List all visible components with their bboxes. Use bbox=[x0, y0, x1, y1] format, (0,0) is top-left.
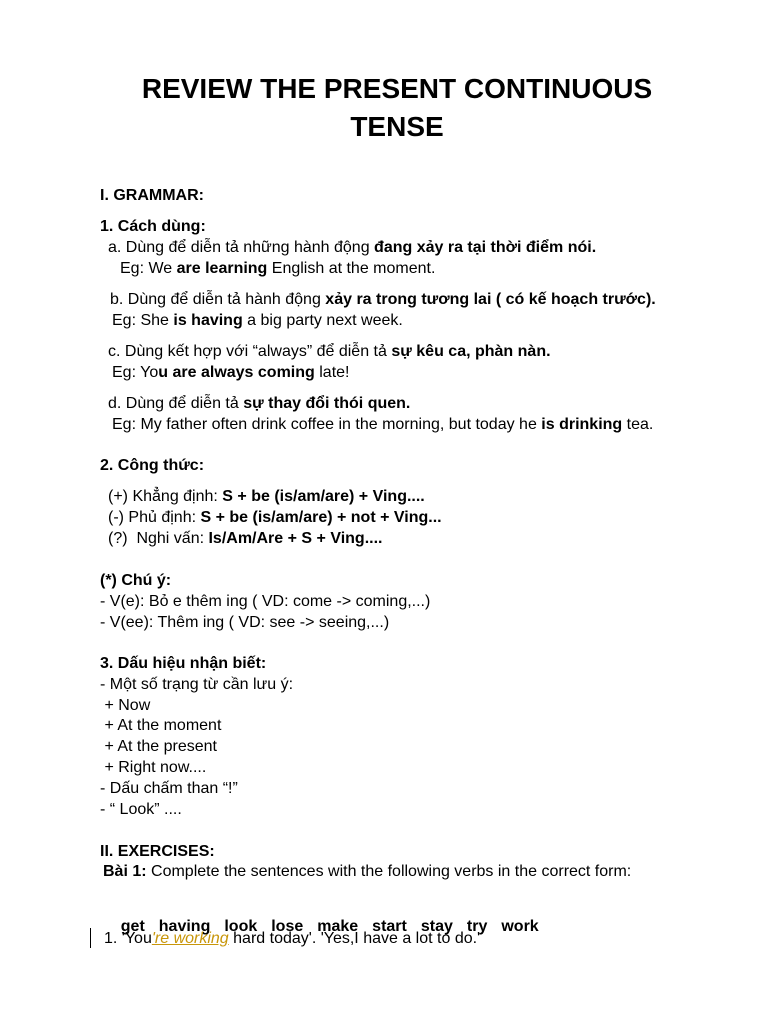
usage-a-eg-bold: are learning bbox=[176, 260, 268, 277]
usage-b-example bbox=[112, 310, 403, 331]
signs-item: + At the present bbox=[100, 738, 217, 755]
signs-item: - Một số trạng từ cần lưu ý: bbox=[100, 676, 294, 693]
formula-negative-value: S + be (is/am/are) + not + Ving... bbox=[200, 509, 442, 526]
formula-negative-label: (-) Phủ định: bbox=[108, 509, 201, 526]
verb-item: look bbox=[224, 918, 258, 935]
verb-item: stay bbox=[420, 918, 453, 935]
verb-item: try bbox=[466, 918, 488, 935]
signs-heading: 3. Dấu hiệu nhận biết: bbox=[100, 655, 267, 672]
usage-a bbox=[108, 237, 596, 258]
signs-item: - Dấu chấm than “!” bbox=[100, 780, 238, 797]
usage-a-eg-suffix: English at the moment. bbox=[267, 260, 436, 277]
grammar-heading: I. GRAMMAR: bbox=[100, 187, 204, 204]
usage-c-eg-suffix: late! bbox=[314, 364, 350, 381]
usage-d-eg-suffix: tea. bbox=[622, 416, 654, 433]
signs-item: - “ Look” .... bbox=[100, 801, 182, 818]
task-text: Complete the sentences with the following verbs in the correct form: bbox=[146, 863, 632, 880]
usage-b-bold: xảy ra trong tương lai ( có kế hoạch trước). bbox=[325, 291, 656, 308]
usage-d-text: d. Dùng để diễn tả bbox=[108, 395, 244, 412]
verb-item: get bbox=[120, 918, 145, 935]
signs-item: + At the moment bbox=[100, 717, 222, 734]
usage-heading: 1. Cách dùng: bbox=[100, 218, 206, 235]
usage-a-text: a. Dùng để diễn tả những hành động bbox=[108, 239, 375, 256]
usage-d-bold: sự thay đổi thói quen. bbox=[243, 395, 411, 412]
usage-d-eg-bold: is drinking bbox=[541, 416, 623, 433]
formula-negative bbox=[108, 507, 442, 528]
usage-c-example bbox=[112, 362, 349, 383]
tracked-answer[interactable]: 're working bbox=[151, 930, 229, 947]
formula-question-label: (?) Nghi vấn: bbox=[108, 530, 209, 547]
formula-question bbox=[108, 528, 382, 549]
exercise-item-1-prefix: 1. 'You bbox=[104, 930, 152, 947]
formula-positive-value: S + be (is/am/are) + Ving.... bbox=[222, 488, 425, 505]
formula-positive bbox=[108, 486, 425, 507]
verb-item: work bbox=[501, 918, 539, 935]
usage-c-bold: sự kêu ca, phàn nàn. bbox=[391, 343, 551, 360]
usage-c-text: c. Dùng kết hợp với “always” để diễn tả bbox=[108, 343, 392, 360]
title-line-2: TENSE bbox=[350, 111, 444, 142]
verb-item: having bbox=[158, 918, 211, 935]
exercise-item-1-suffix: hard today'. 'Yes,I have a lot to do.' bbox=[228, 930, 481, 947]
note-heading: (*) Chú ý: bbox=[100, 572, 172, 589]
task-label: Bài 1: bbox=[103, 863, 147, 880]
signs-item: + Now bbox=[100, 697, 151, 714]
signs-item: + Right now.... bbox=[100, 759, 207, 776]
exercises-heading: II. EXERCISES: bbox=[100, 843, 215, 860]
note-item: - V(ee): Thêm ing ( VD: see -> seeing,...) bbox=[100, 614, 390, 631]
formula-question-value: Is/Am/Are + S + Ving.... bbox=[208, 530, 383, 547]
verb-item: lose bbox=[271, 918, 304, 935]
task-instruction bbox=[103, 861, 631, 882]
change-bar bbox=[90, 928, 91, 948]
usage-b-eg-suffix: a big party next week. bbox=[242, 312, 403, 329]
formula-heading: 2. Công thức: bbox=[100, 457, 205, 474]
usage-b-eg-text: Eg: She bbox=[112, 312, 174, 329]
title-line-1: REVIEW THE PRESENT CONTINUOUS bbox=[141, 73, 653, 104]
verb-item: make bbox=[317, 918, 359, 935]
usage-c-eg-text: Eg: Yo bbox=[112, 364, 159, 381]
verb-item: start bbox=[372, 918, 407, 935]
usage-b-text: b. Dùng để diễn tả hành động bbox=[110, 291, 326, 308]
usage-c-eg-bold: u are always coming bbox=[158, 364, 315, 381]
usage-b bbox=[110, 289, 656, 310]
usage-a-bold: đang xảy ra tại thời điểm nói. bbox=[374, 239, 597, 256]
usage-a-eg-text: Eg: We bbox=[120, 260, 177, 277]
usage-a-example bbox=[120, 258, 435, 279]
note-item: - V(e): Bỏ e thêm ing ( VD: come -> coming,...) bbox=[100, 593, 431, 610]
usage-d-eg-text: Eg: My father often drink coffee in the morning, but today he bbox=[112, 416, 542, 433]
exercise-item-1 bbox=[104, 928, 480, 949]
usage-d bbox=[108, 393, 410, 414]
formula-positive-label: (+) Khẳng định: bbox=[108, 488, 223, 505]
usage-b-eg-bold: is having bbox=[173, 312, 243, 329]
usage-d-example bbox=[112, 414, 653, 435]
usage-c bbox=[108, 341, 551, 362]
